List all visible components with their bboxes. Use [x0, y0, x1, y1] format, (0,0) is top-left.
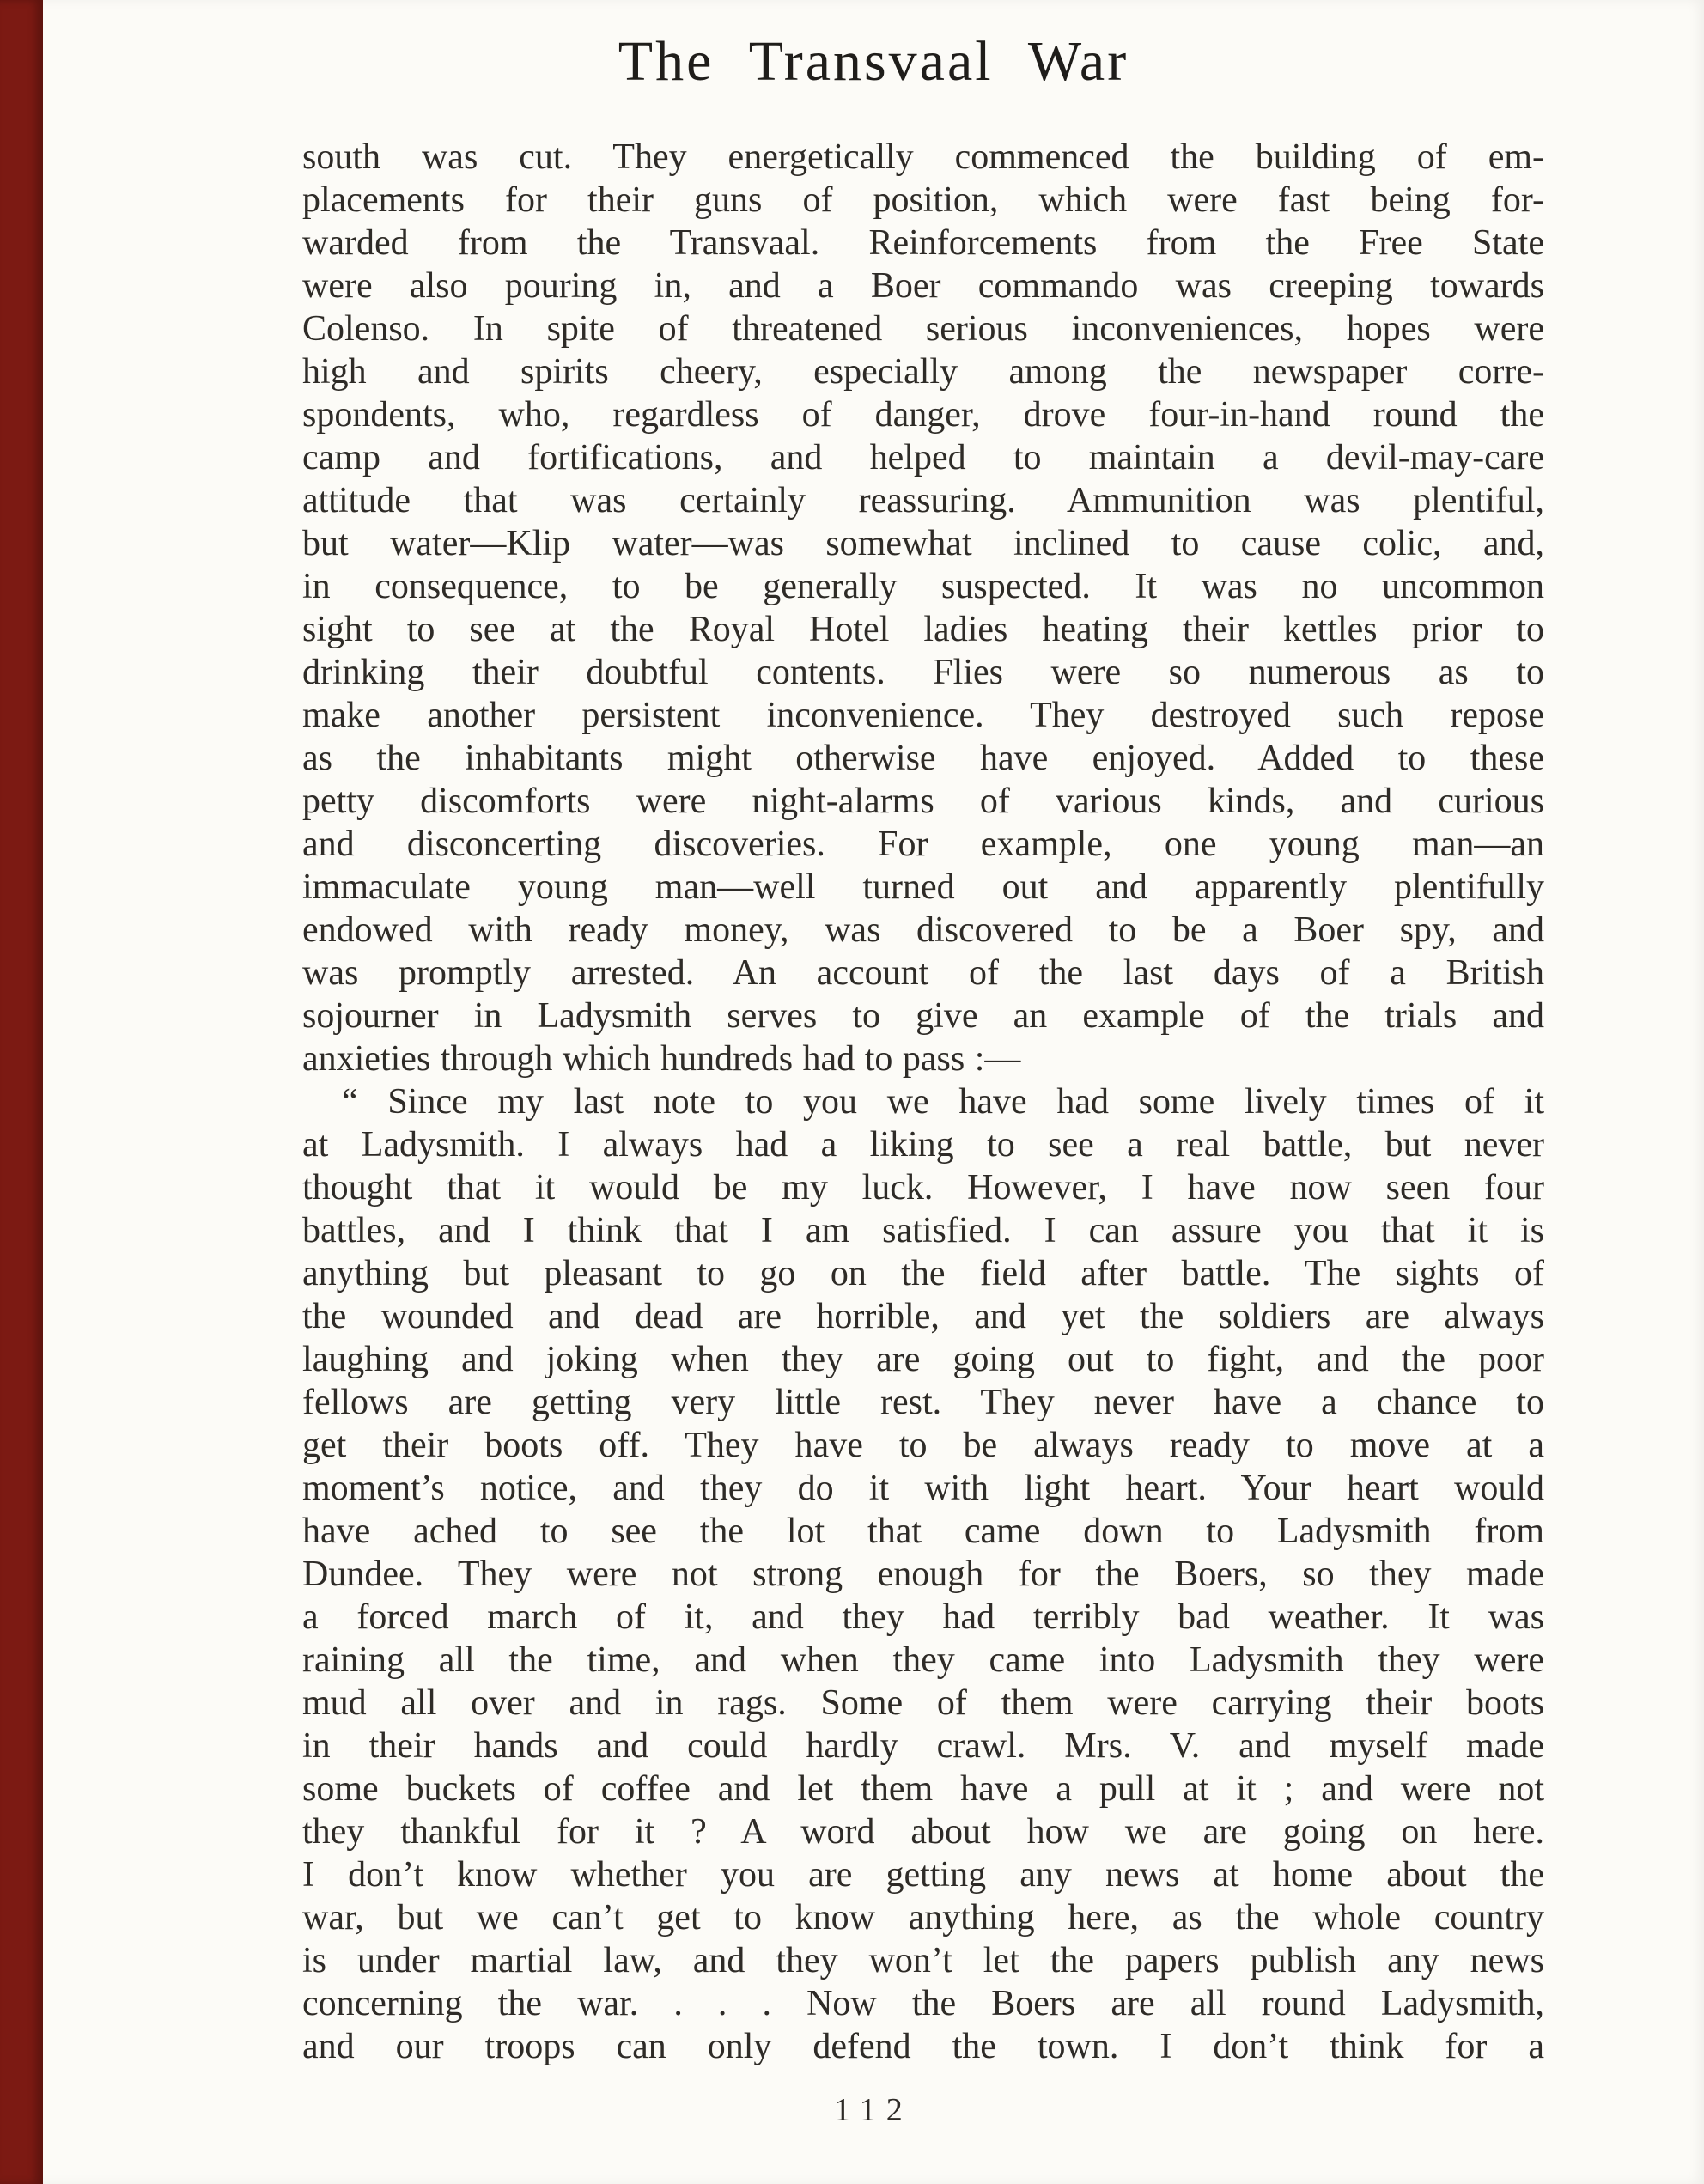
text-line: war, but we can’t get to know anything here, as the whole country	[302, 1898, 1544, 1938]
paragraph	[302, 1080, 1544, 2068]
text-line: I don’t know whether you are getting any news at home about the	[302, 1855, 1544, 1895]
text-line: have ached to see the lot that came down to Ladysmith from	[302, 1512, 1544, 1551]
text-line: placements for their guns of position, which were fast being for-	[302, 180, 1544, 220]
text-line: in consequence, to be generally suspected. It was no uncommon	[302, 567, 1544, 606]
text-line: was promptly arrested. An account of the last days of a British	[302, 953, 1544, 993]
paragraph	[302, 136, 1544, 1080]
text-line: high and spirits cheery, especially among the newspaper corre-	[302, 352, 1544, 392]
text-line: fellows are getting very little rest. They never have a chance to	[302, 1383, 1544, 1422]
text-line: but water—Klip water—was somewhat inclined to cause colic, and,	[302, 524, 1544, 563]
text-line: “ Since my last note to you we have had some lively times of it	[342, 1082, 1544, 1122]
text-line: Dundee. They were not strong enough for the Boers, so they made	[302, 1554, 1544, 1594]
text-line: get their boots off. They have to be always ready to move at a	[302, 1426, 1544, 1465]
text-line: anything but pleasant to go on the field after battle. The sights of	[302, 1254, 1544, 1293]
text-line: drinking their doubtful contents. Flies were so numerous as to	[302, 653, 1544, 692]
text-line: the wounded and dead are horrible, and yet the soldiers are always	[302, 1297, 1544, 1336]
text-line: and disconcerting discoveries. For example, one young man—an	[302, 824, 1544, 864]
text-line: warded from the Transvaal. Reinforcements from the Free State	[302, 223, 1544, 263]
text-line: some buckets of coffee and let them have a pull at it ; and were not	[302, 1769, 1544, 1809]
text-line: at Ladysmith. I always had a liking to see a real battle, but never	[302, 1125, 1544, 1165]
text-line: make another persistent inconvenience. They destroyed such repose	[302, 696, 1544, 735]
text-line: spondents, who, regardless of danger, drove four-in-hand round the	[302, 395, 1544, 435]
text-line: south was cut. They energetically commenced the building of em-	[302, 137, 1544, 177]
text-line: and our troops can only defend the town. I don’t think for a	[302, 2027, 1544, 2066]
text-block	[302, 136, 1544, 2068]
text-line: petty discomforts were night-alarms of various kinds, and curious	[302, 782, 1544, 821]
text-line: raining all the time, and when they came into Ladysmith they were	[302, 1640, 1544, 1680]
text-line: a forced march of it, and they had terribly bad weather. It was	[302, 1597, 1544, 1637]
text-line: they thankful for it ? A word about how we are going on here.	[302, 1812, 1544, 1852]
text-line: anxieties through which hundreds had to pass :—	[302, 1039, 1021, 1079]
text-line: immaculate young man—well turned out and apparently plentifully	[302, 867, 1544, 907]
text-line: is under martial law, and they won’t let the papers publish any news	[302, 1941, 1544, 1980]
text-line: were also pouring in, and a Boer commando was creeping towards	[302, 266, 1544, 306]
text-line: thought that it would be my luck. However, I have now seen four	[302, 1168, 1544, 1208]
text-line: sight to see at the Royal Hotel ladies heating their kettles prior to	[302, 610, 1544, 649]
text-line: mud all over and in rags. Some of them were carrying their boots	[302, 1683, 1544, 1723]
text-line: camp and fortifications, and helped to maintain a devil-may-care	[302, 438, 1544, 478]
text-line: in their hands and could hardly crawl. Mrs. V. and myself made	[302, 1726, 1544, 1766]
text-line: moment’s notice, and they do it with light heart. Your heart would	[302, 1469, 1544, 1508]
text-line: attitude that was certainly reassuring. Ammunition was plentiful,	[302, 481, 1544, 520]
text-line: concerning the war. . . . Now the Boers are all round Ladysmith,	[302, 1984, 1544, 2023]
book-spine-edge	[0, 0, 43, 2184]
text-line: battles, and I think that I am satisfied. I can assure you that it is	[302, 1211, 1544, 1250]
text-line: Colenso. In spite of threatened serious inconveniences, hopes were	[302, 309, 1544, 349]
text-line: as the inhabitants might otherwise have enjoyed. Added to these	[302, 739, 1544, 778]
page-number: 112	[834, 2092, 913, 2128]
text-line: laughing and joking when they are going out to fight, and the poor	[302, 1340, 1544, 1379]
text-line: sojourner in Ladysmith serves to give an example of the trials and	[302, 996, 1544, 1036]
page-title: The Transvaal War	[618, 30, 1129, 93]
text-line: endowed with ready money, was discovered to be a Boer spy, and	[302, 910, 1544, 950]
